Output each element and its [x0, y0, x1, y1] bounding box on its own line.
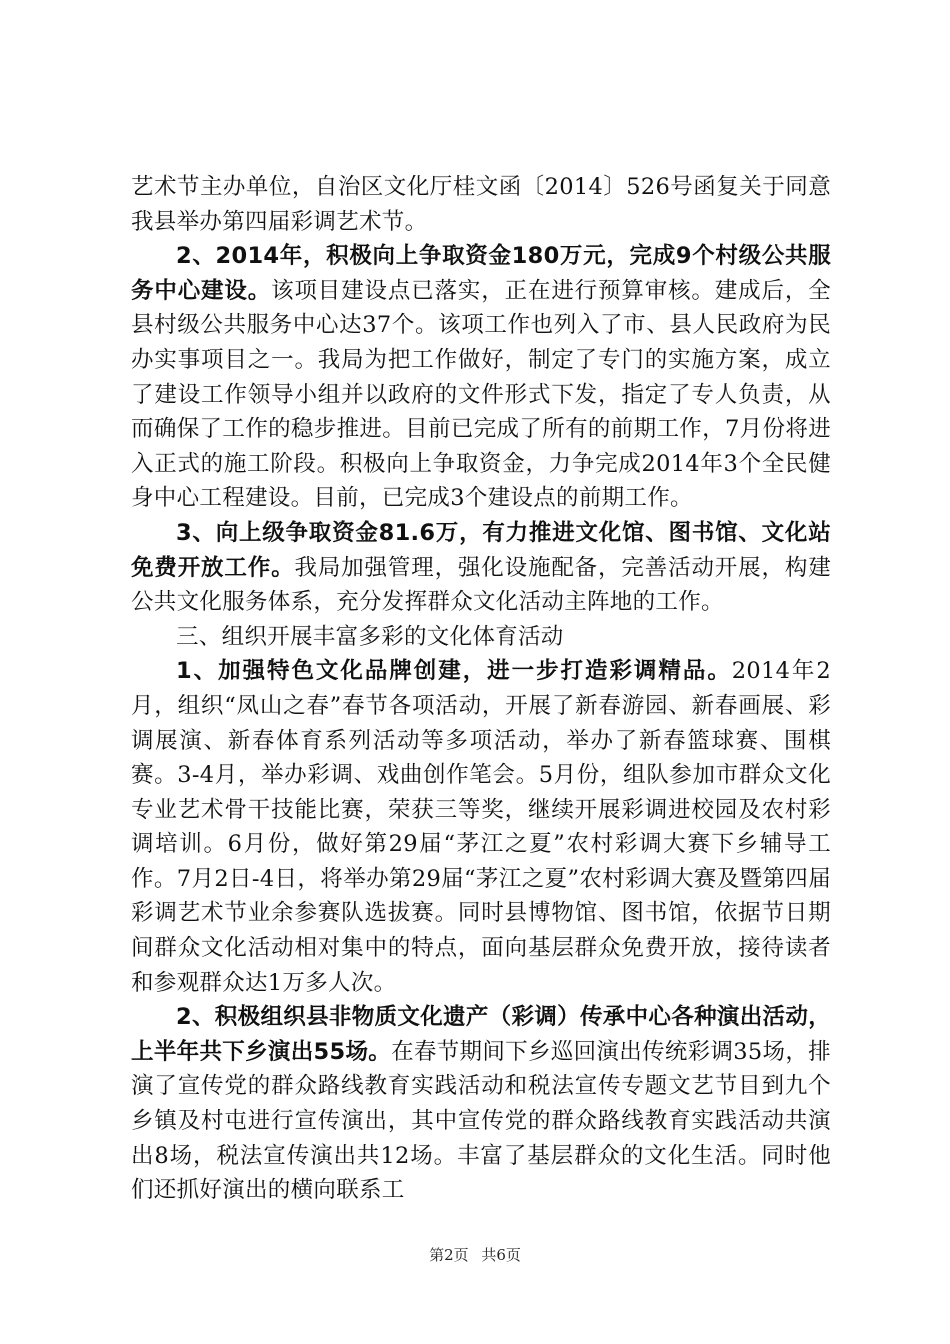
paragraph-text: 在春节期间下乡巡回演出传统彩调35场，排演了宣传党的群众路线教育实践活动和税法宣传专题文艺节目到九个乡镇及村屯进行宣传演出，其中宣传党的群众路线教育实践活动共演出8场，税法宣传演出共12场。丰富了基层群众的文化生活。同时他们还抓好演出的横向联系工: [131, 1038, 831, 1204]
paragraph-brand-building: [131, 654, 831, 1000]
section-heading-text: 三、组织开展丰富多彩的文化体育活动: [176, 623, 564, 650]
paragraph-lead: 2、积极组织县非物质文化遗产（彩调）传承中心各种演出活动，上半年共下乡演出55场。: [131, 1004, 831, 1065]
page-number: 第2页: [429, 1246, 469, 1264]
section-heading: [131, 620, 831, 655]
paragraph-free-opening: [131, 516, 831, 620]
paragraph-text: 2014年2月，组织“凤山之春”春节各项活动，开展了新春游园、新春画展、彩调展演、新春体育系列活动等多项活动，举办了新春篮球赛、围棋赛。3-4月，举办彩调、戏曲创作笔会。5月份，组队参加市群众文化专业艺术骨干技能比赛，荣获三等奖，继续开展彩调进校园及农村彩调培训。6月份，做好第29届“茅江之夏”农村彩调大赛下乡辅导工作。7月2日-4日，将举办第29届“茅江之夏”农村彩调大赛及暨第四届彩调艺术节业余参赛队选拔赛。同时县博物馆、图书馆，依据节日期间群众文化活动相对集中的特点，面向基层群众免费开放，接待读者和参观群众达1万多人次。: [131, 658, 831, 996]
paragraph-lead: 1、加强特色文化品牌创建，进一步打造彩调精品。: [176, 658, 732, 685]
page-footer: [0, 1244, 950, 1265]
page-total: 共6页: [481, 1246, 521, 1264]
paragraph-text: 我局加强管理，强化设施配备，完善活动开展，构建公共文化服务体系，充分发挥群众文化活动主阵地的工作。: [131, 554, 831, 616]
paragraph-continuation: [131, 170, 831, 239]
document-body: [131, 170, 831, 1208]
paragraph-funding-service-centers: [131, 239, 831, 516]
paragraph-performances: [131, 1000, 831, 1208]
paragraph-lead: 2、2014年，积极向上争取资金180万元，完成9个村级公共服务中心建设。: [131, 243, 831, 304]
paragraph-text: 该项目建设点已落实，正在进行预算审核。建成后，全县村级公共服务中心达37个。该项工作也列入了市、县人民政府为民办实事项目之一。我局为把工作做好，制定了专门的实施方案，成立了建设工作领导小组并以政府的文件形式下发，指定了专人负责，从而确保了工作的稳步推进。目前已完成了所有的前期工作，7月份将进入正式的施工阶段。积极向上争取资金，力争完成2014年3个全民健身中心工程建设。目前，已完成3个建设点的前期工作。: [131, 277, 831, 512]
paragraph-lead: 3、向上级争取资金81.6万，有力推进文化馆、图书馆、文化站免费开放工作。: [131, 519, 831, 581]
paragraph-text: 艺术节主办单位，自治区文化厅桂文函〔2014〕526号函复关于同意我县举办第四届彩调艺术节。: [131, 174, 831, 235]
